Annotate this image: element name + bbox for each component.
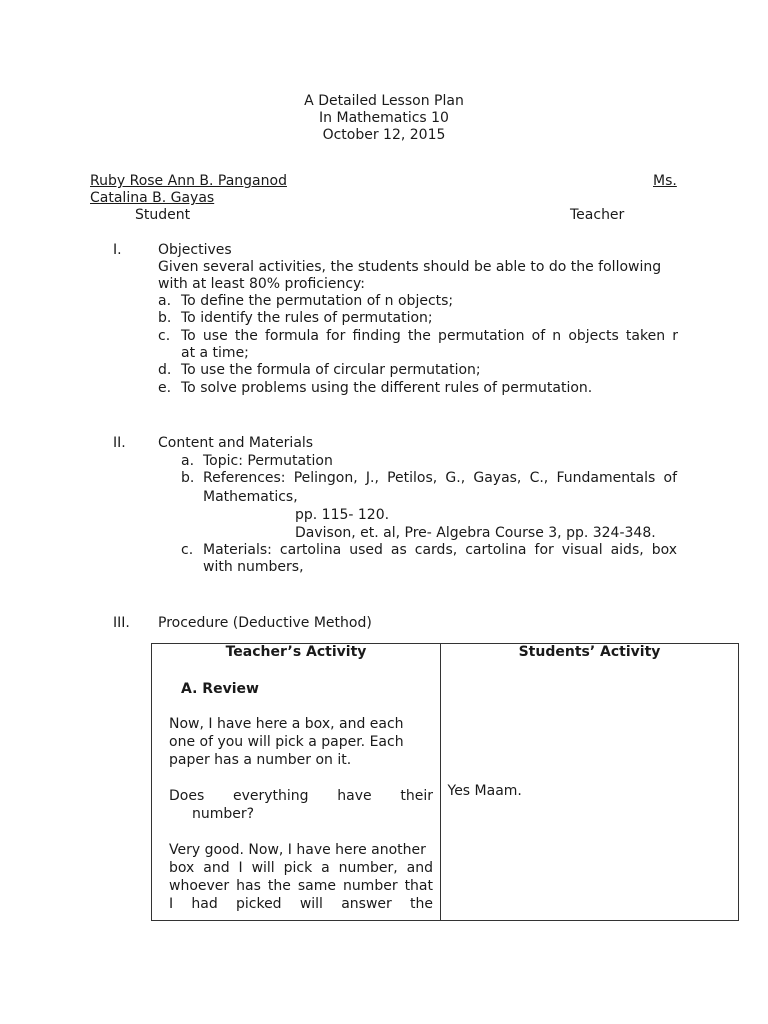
teacher-text: one of you will pick a paper. Each bbox=[169, 734, 404, 750]
content-heading: Content and Materials bbox=[158, 435, 314, 451]
objective-item: To define the permutation of n objects; bbox=[181, 293, 454, 309]
teacher-question: Does everything have their bbox=[169, 788, 433, 804]
objective-item: To solve problems using the different rules of permutation. bbox=[181, 380, 593, 396]
students-activity-cell bbox=[440, 644, 739, 921]
content-letter: c. bbox=[181, 542, 194, 558]
content-materials: Materials: cartolina used as cards, cartolina for visual aids, box bbox=[203, 542, 677, 558]
content-references-second: Davison, et. al, Pre- Algebra Course 3, pp. 324-348. bbox=[295, 525, 656, 541]
document-date: October 12, 2015 bbox=[322, 127, 446, 143]
objective-letter: a. bbox=[158, 293, 172, 309]
content-references-pages: pp. 115- 120. bbox=[295, 507, 390, 523]
teacher-name-prefix: Ms. bbox=[653, 173, 677, 189]
student-reply: Yes Maam. bbox=[447, 783, 522, 799]
content-references: References: Pelingon, J., Petilos, G., Gayas, C., Fundamentals of bbox=[203, 470, 677, 486]
objective-letter: d. bbox=[158, 362, 172, 378]
objective-item: To use the formula of circular permutation; bbox=[181, 362, 481, 378]
objectives-numeral: I. bbox=[113, 242, 122, 258]
teacher-text: Very good. Now, I have here another bbox=[169, 842, 426, 858]
teacher-activity-cell bbox=[152, 644, 441, 921]
teacher-name: Catalina B. Gayas bbox=[90, 190, 215, 206]
objective-letter: c. bbox=[158, 328, 171, 344]
objectives-intro-cont: with at least 80% proficiency: bbox=[158, 276, 366, 292]
teacher-text: paper has a number on it. bbox=[169, 752, 352, 768]
procedure-heading: Procedure (Deductive Method) bbox=[158, 615, 372, 631]
content-numeral: II. bbox=[113, 435, 126, 451]
procedure-table bbox=[151, 643, 739, 921]
review-heading: A. Review bbox=[181, 681, 259, 697]
objectives-heading: Objectives bbox=[158, 242, 232, 258]
content-references-cont: Mathematics, bbox=[203, 489, 298, 505]
objective-letter: b. bbox=[158, 310, 172, 326]
document-subject: In Mathematics 10 bbox=[319, 110, 449, 126]
teacher-text: box and I will pick a number, and bbox=[169, 860, 433, 876]
teacher-text: Now, I have here a box, and each bbox=[169, 716, 404, 732]
student-role: Student bbox=[135, 207, 191, 223]
teacher-role: Teacher bbox=[570, 207, 625, 223]
content-materials-cont: with numbers, bbox=[203, 559, 304, 575]
objective-letter: e. bbox=[158, 380, 172, 396]
objective-item: To identify the rules of permutation; bbox=[181, 310, 433, 326]
content-letter: a. bbox=[181, 453, 195, 469]
document-title: A Detailed Lesson Plan bbox=[304, 93, 464, 109]
teacher-text: I had picked will answer the bbox=[169, 896, 433, 912]
teacher-question-cont: number? bbox=[192, 806, 255, 822]
teacher-activity-header: Teacher’s Activity bbox=[225, 644, 367, 660]
content-topic: Topic: Permutation bbox=[203, 453, 333, 469]
objectives-intro: Given several activities, the students should be able to do the following bbox=[158, 259, 662, 275]
student-name: Ruby Rose Ann B. Panganod bbox=[90, 173, 287, 189]
procedure-numeral: III. bbox=[113, 615, 130, 631]
content-letter: b. bbox=[181, 470, 195, 486]
teacher-text: whoever has the same number that bbox=[169, 878, 433, 894]
students-activity-header: Students’ Activity bbox=[518, 644, 661, 660]
objective-item: To use the formula for finding the permutation of n objects taken r bbox=[181, 328, 678, 344]
objective-item-cont: at a time; bbox=[181, 345, 249, 361]
